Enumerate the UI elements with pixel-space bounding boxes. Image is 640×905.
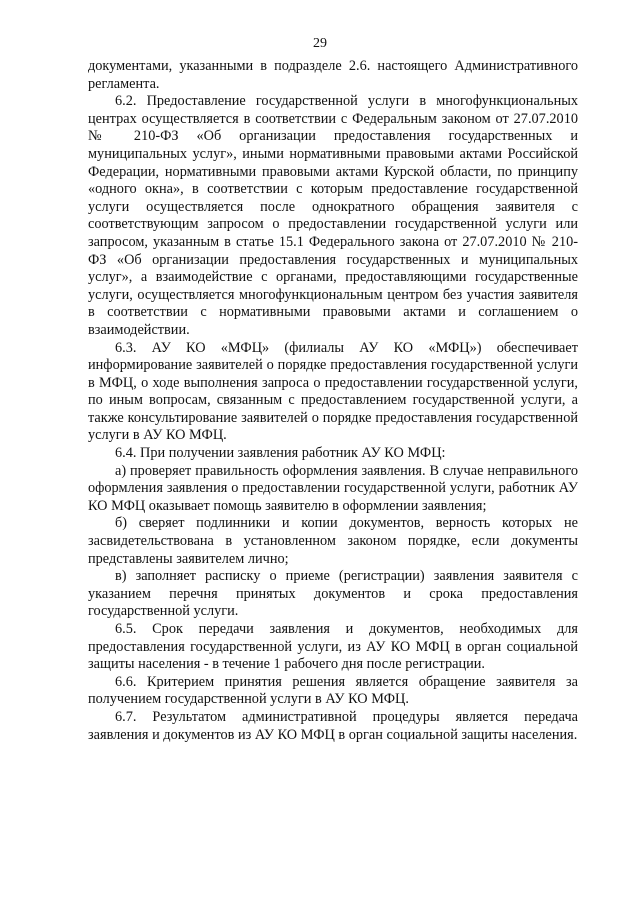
document-body <box>88 58 578 744</box>
paragraph-6-4-v: в) заполняет расписку о приеме (регистрации) заявления заявителя с указанием перечня принятых документов и срока предоставления государственной услуги. <box>88 568 578 620</box>
paragraph-6-4: 6.4. При получении заявления работник АУ КО МФЦ: <box>115 445 446 462</box>
paragraph-6-5: 6.5. Срок передачи заявления и документов, необходимых для предоставления государственной услуги, из АУ КО МФЦ в орган социальной защиты населения - в течение 1 рабочего дня после регистрации. <box>88 621 578 673</box>
paragraph-6-7: 6.7. Результатом административной процедуры является передача заявления и документов из АУ КО МФЦ в орган социальной защиты населения. <box>88 708 578 743</box>
page-number: 29 <box>313 36 327 51</box>
paragraph-6-2: 6.2. Предоставление государственной услуги в многофункциональных центрах осуществляется в соответствии с Федеральным законом от 27.07.2010 № 210-ФЗ «Об организации предоставления государственных и муниципальных услуг», иными нормативными правовыми актами Российской Федерации, нормативными правовыми актами Курской области, по принципу «одного окна», в соответствии с которым предоставление государственной услуги осуществляется после однократного обращения заявителя с соответствующим запросом о предоставлении государственной услуги или запросом, указанным в статье 15.1 Федерального закона от 27.07.2010 № 210-ФЗ «Об организации предоставления государственных и муниципальных услуг», а взаимодействие с органами, предоставляющими государственные услуги, осуществляется многофункциональным центром без участия заявителя в соответствии с нормативными правовыми актами и соглашением о взаимодействии. <box>88 93 578 338</box>
paragraph-6-3: 6.3. АУ КО «МФЦ» (филиалы АУ КО «МФЦ») обеспечивает информирование заявителей о порядке предоставления государственной услуги в МФЦ, о ходе выполнения запроса о предоставлении государственной услуги, по иным вопросам, связанным с предоставлением государственной услуги, а также консультирование заявителей о порядке предоставления государственной услуги в АУ КО МФЦ. <box>88 339 578 444</box>
paragraph-6-4-a: а) проверяет правильность оформления заявления. В случае неправильного оформления заявления о предоставлении государственной услуги, работник АУ КО МФЦ оказывает помощь заявителю в оформлении заявления; <box>88 462 578 514</box>
paragraph-6-4-b: б) сверяет подлинники и копии документов, верность которых не засвидетельствована в установленном законом порядке, если документы представлены заявителем лично; <box>88 515 578 567</box>
paragraph-6-6: 6.6. Критерием принятия решения является обращение заявителя за получением государственной услуги в АУ КО МФЦ. <box>88 673 578 708</box>
paragraph-continuation: документами, указанными в подразделе 2.6. настоящего Административного регламента. <box>88 58 578 92</box>
